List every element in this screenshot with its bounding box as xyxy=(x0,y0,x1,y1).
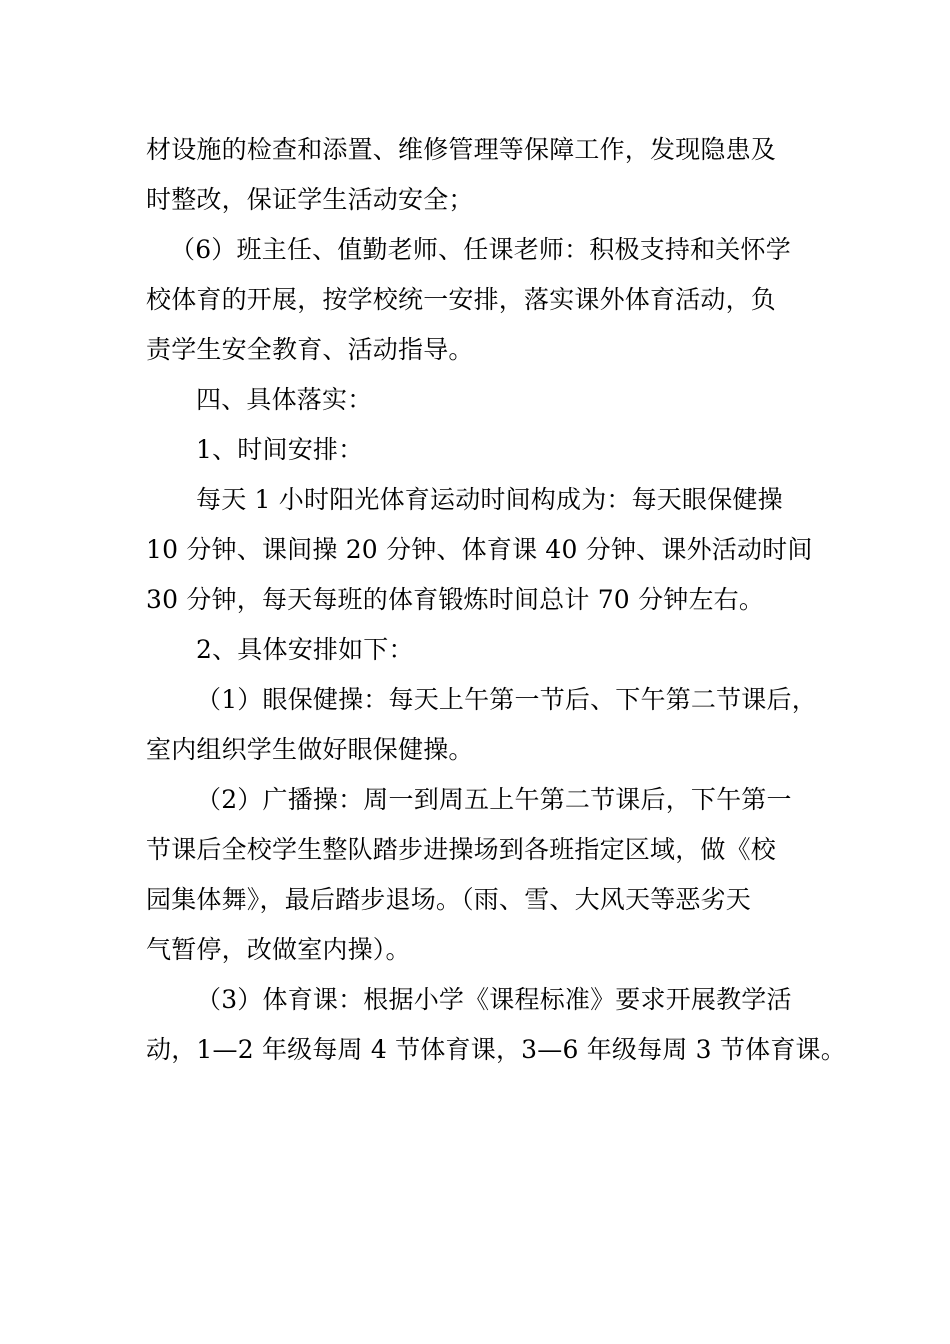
text-line-2: 时整改，保证学生活动安全； xyxy=(146,185,474,214)
text-line-9: 10 分钟、课间操 20 分钟、体育课 40 分钟、课外活动时间 xyxy=(146,535,813,564)
text-line-17: 气暂停，改做室内操）。 xyxy=(146,935,411,964)
text-line-8: 每天 1 小时阳光体育运动时间构成为：每天眼保健操 xyxy=(196,485,783,514)
text-line-13: 室内组织学生做好眼保健操。 xyxy=(146,735,474,764)
text-line-5: 责学生安全教育、活动指导。 xyxy=(146,335,474,364)
text-line-1: 材设施的检查和添置、维修管理等保障工作，发现隐患及 xyxy=(146,135,777,164)
text-line-19: 动，1—2 年级每周 4 节体育课，3—6 年级每周 3 节体育课。 xyxy=(146,1035,846,1064)
text-line-14: （2）广播操：周一到周五上午第二节课后，下午第一 xyxy=(196,785,792,814)
text-line-7: 1、时间安排： xyxy=(196,435,364,464)
text-line-18: （3）体育课：根据小学《课程标准》要求开展教学活 xyxy=(196,985,792,1014)
text-line-11: 2、具体安排如下： xyxy=(196,635,414,664)
text-line-10: 30 分钟，每天每班的体育锻炼时间总计 70 分钟左右。 xyxy=(146,585,765,614)
text-line-12: （1）眼保健操：每天上午第一节后、下午第二节课后， xyxy=(196,685,817,714)
text-line-3: （6）班主任、值勤老师、任课老师：积极支持和关怀学 xyxy=(170,235,791,264)
text-line-15: 节课后全校学生整队踏步进操场到各班指定区域，做《校 xyxy=(146,835,777,864)
text-line-16: 园集体舞》，最后踏步退场。（雨、雪、大风天等恶劣天 xyxy=(146,885,752,914)
text-line-6: 四、具体落实： xyxy=(196,385,373,414)
text-line-4: 校体育的开展，按学校统一安排，落实课外体育活动，负 xyxy=(146,285,777,314)
